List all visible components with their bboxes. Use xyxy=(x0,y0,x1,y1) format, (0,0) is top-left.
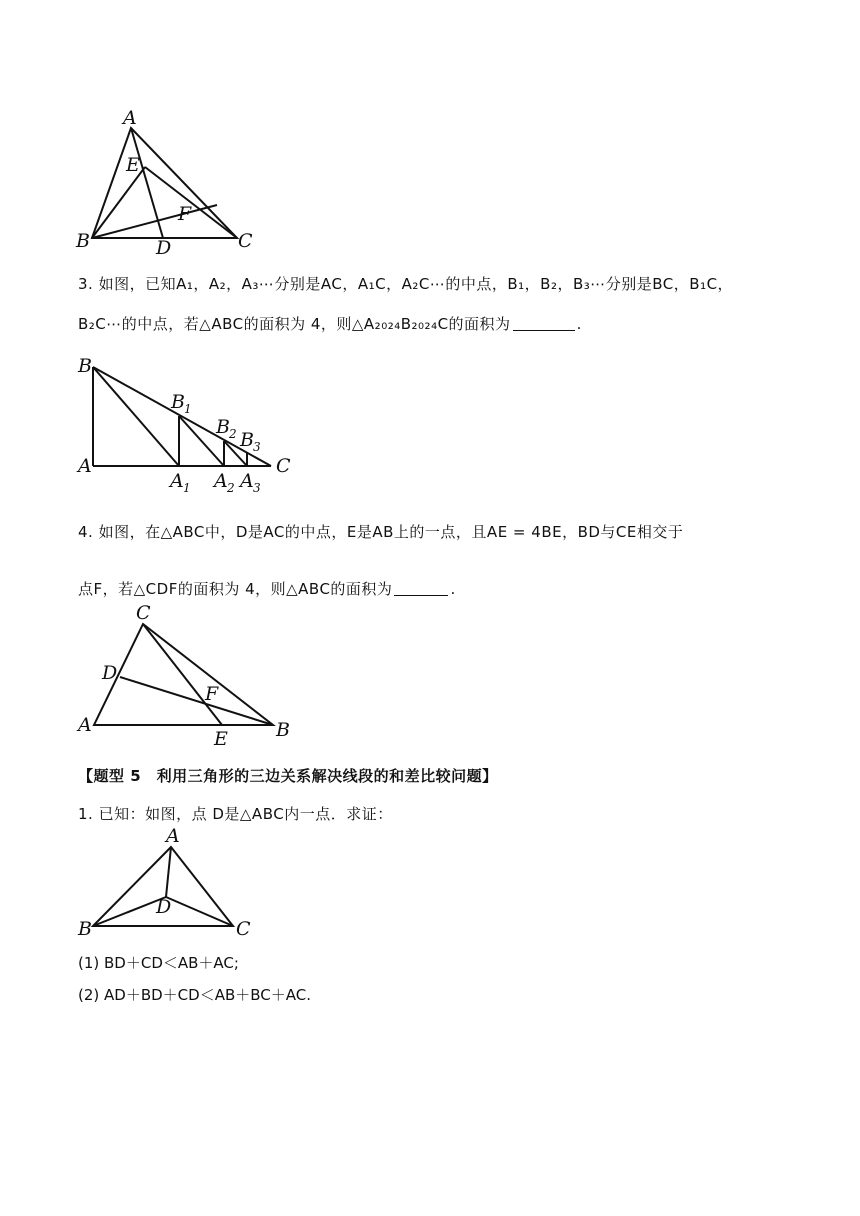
fig3-label-e: E xyxy=(214,728,228,750)
fig4-label-c: C xyxy=(236,918,251,940)
fig2-label-a: A xyxy=(78,455,92,477)
fig2-label-b: B xyxy=(78,355,92,377)
fig3-label-a: A xyxy=(78,714,92,736)
fig2-sub-b2: 2 xyxy=(229,427,237,441)
section5-part1: (1) BD＋CD＜AB＋AC; xyxy=(78,954,239,972)
fig2-sub-b3: 3 xyxy=(253,440,261,454)
fig2-label-c: C xyxy=(276,455,291,477)
section5-heading: 【题型 5 利用三角形的三边关系解决线段的和差比较问题】 xyxy=(78,767,498,785)
fig1-label-d: D xyxy=(156,237,172,259)
fig3-label-c: C xyxy=(136,602,151,624)
fig3-label-f: F xyxy=(205,683,219,705)
fig1-label-f: F xyxy=(178,203,192,225)
problem3-line1: 3. 如图，已知A₁，A₂，A₃⋯分别是AC，A₁C，A₂C⋯的中点，B₁，B₂，B₃⋯分别是BC，B₁C， xyxy=(78,275,734,293)
fig1-label-b: B xyxy=(76,230,90,252)
problem3-line2-end: . xyxy=(576,315,582,333)
section5-problem1-intro: 1. 已知：如图，点 D是△ABC内一点．求证： xyxy=(78,805,393,823)
fig2-label-b2: B xyxy=(216,416,230,438)
fig2-sub-a1: 1 xyxy=(183,481,191,495)
fig2-sub-a2: 2 xyxy=(227,481,235,495)
fig2-label-a2: A xyxy=(214,470,228,492)
fig4-segment-cd xyxy=(166,897,233,926)
fig4-label-b: B xyxy=(78,918,92,940)
problem4-line2-text: 点F，若△CDF的面积为 4，则△ABC的面积为 xyxy=(78,580,393,598)
fig2-label-a3: A xyxy=(240,470,254,492)
fig4-label-d: D xyxy=(156,896,172,918)
problem4-line2-end: . xyxy=(450,580,456,598)
section5-part2: (2) AD＋BD＋CD＜AB＋BC＋AC. xyxy=(78,986,311,1004)
fig4-segment-ad xyxy=(166,847,171,897)
fig1-label-e: E xyxy=(126,154,140,176)
fig3-label-b: B xyxy=(276,719,290,741)
fig2-sub-a3: 3 xyxy=(253,481,261,495)
fig4-label-a: A xyxy=(166,825,180,847)
problem4-line1: 4. 如图，在△ABC中，D是AC的中点，E是AB上的一点，且AE = 4BE，BD与CE相交于 xyxy=(78,523,684,541)
fig2-sub-b1: 1 xyxy=(184,402,192,416)
fig2-label-a1: A xyxy=(170,470,184,492)
fig2-label-b3: B xyxy=(240,429,254,451)
fig2-label-b1: B xyxy=(171,391,185,413)
fig1-label-a: A xyxy=(123,107,137,129)
fig1-label-c: C xyxy=(238,230,253,252)
fig3-label-d: D xyxy=(102,662,118,684)
problem3-line2-text: B₂C⋯的中点，若△ABC的面积为 4，则△A₂₀₂₄B₂₀₂₄C的面积为 xyxy=(78,315,511,333)
